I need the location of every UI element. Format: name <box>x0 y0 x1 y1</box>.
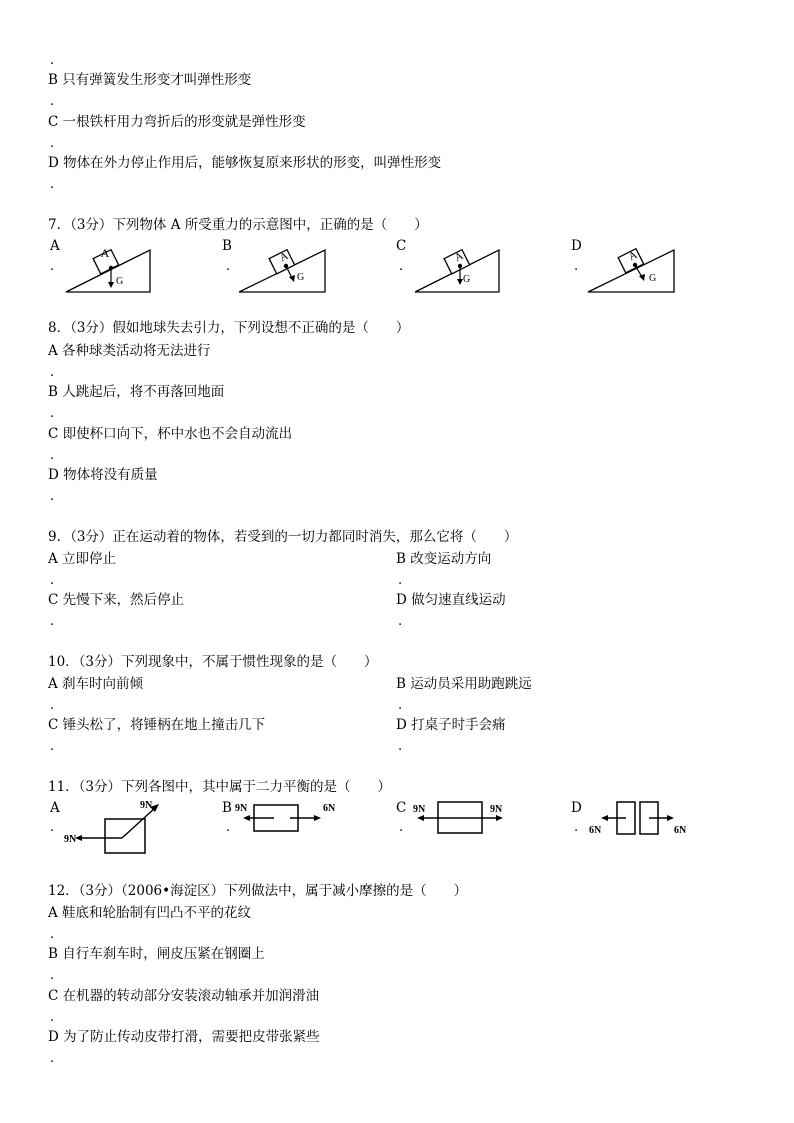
option-dot: . <box>50 406 55 421</box>
force-label: G <box>649 273 657 284</box>
q7-label-d: D <box>571 238 582 254</box>
q8-option-c: C 即使杯口向下，杯中水也不会自动流出 <box>48 426 293 442</box>
q12-option-c: C 在机器的转动部分安装滚动轴承并加润滑油 <box>48 988 320 1004</box>
option-dot: . <box>574 259 579 274</box>
q11-figure-a <box>62 798 172 860</box>
arrowhead <box>667 815 674 821</box>
q7-figure-b <box>237 240 329 296</box>
force-label: 9N <box>413 804 426 815</box>
option-dot: . <box>399 820 404 835</box>
q11-figure-b <box>232 798 342 838</box>
q7-label-a: A <box>50 238 60 254</box>
force-label: 6N <box>674 825 687 836</box>
q7-figure-c <box>413 240 505 296</box>
q11-figure-c <box>410 798 520 838</box>
option-dot: . <box>50 489 55 504</box>
q11-label-d: D <box>571 800 582 816</box>
option-dot: . <box>50 177 55 192</box>
q11-label-a: A <box>50 800 60 816</box>
option-dot: . <box>398 698 403 713</box>
q12-option-a: A 鞋底和轮胎制有凹凸不平的花纹 <box>48 905 252 921</box>
option-dot: . <box>398 573 403 588</box>
option-dot: . <box>50 94 55 109</box>
option-dot: . <box>50 1051 55 1066</box>
q10-option-a: A 刹车时向前倾 <box>48 676 144 692</box>
option-dot: . <box>50 365 55 380</box>
q8-option-b: B 人跳起后，将不再落回地面 <box>48 384 225 400</box>
force-label: 9N <box>235 803 248 814</box>
arrowhead <box>314 815 321 821</box>
option-dot: . <box>574 820 579 835</box>
option-dot: . <box>398 739 403 754</box>
q9-option-b: B 改变运动方向 <box>396 551 492 567</box>
option-dot: . <box>50 927 55 942</box>
block-letter: A <box>452 249 466 265</box>
q7-label-c: C <box>396 238 407 254</box>
q12-option-b: B 自行车刹车时，闸皮压紧在钢圈上 <box>48 946 265 962</box>
q9-option-d: D 做匀速直线运动 <box>396 592 506 608</box>
q7-label-b: B <box>222 238 232 254</box>
q11-figure-d <box>586 798 696 840</box>
q10-option-b: B 运动员采用助跑跳远 <box>396 676 532 692</box>
force-label: 9N <box>490 804 503 815</box>
option-dot: . <box>50 614 55 629</box>
force-label: 9N <box>64 834 77 845</box>
arrowhead <box>639 274 645 281</box>
block-letter: A <box>626 248 640 264</box>
q9-option-a: A 立即停止 <box>48 551 117 567</box>
arrowhead <box>496 815 503 821</box>
force-arrow-up <box>122 808 155 838</box>
option-dot: . <box>398 614 403 629</box>
option-dot: . <box>50 1010 55 1025</box>
option-dot: . <box>50 968 55 983</box>
option-dot: . <box>50 698 55 713</box>
option-dot: . <box>399 259 404 274</box>
q12-stem: 12．（3分）（2006•海淀区）下列做法中，属于减小摩擦的是（ ） <box>48 883 468 899</box>
option-dot: . <box>50 573 55 588</box>
q9-stem: 9．（3分）正在运动着的物体，若受到的一切力都同时消失，那么它将（ ） <box>48 529 518 545</box>
arrowhead <box>601 815 608 821</box>
arrowhead <box>243 815 250 821</box>
q8-option-d: D 物体将没有质量 <box>48 467 158 483</box>
arrowhead <box>417 815 424 821</box>
force-label: 6N <box>589 825 602 836</box>
q11-stem: 11．（3分）下列各图中，其中属于二力平衡的是（ ） <box>48 779 392 795</box>
q6-option-c: C 一根铁杆用力弯折后的形变就是弹性形变 <box>48 114 306 130</box>
force-label: G <box>297 272 305 283</box>
q7-figure-d <box>586 240 678 296</box>
q6-option-b: B 只有弹簧发生形变才叫弹性形变 <box>48 72 252 88</box>
q10-option-c: C 锤头松了，将锤柄在地上撞击几下 <box>48 717 266 733</box>
q8-option-a: A 各种球类活动将无法进行 <box>48 343 211 359</box>
q8-stem: 8．（3分）假如地球失去引力，下列设想不正确的是（ ） <box>48 320 410 336</box>
q12-option-d: D 为了防止传动皮带打滑，需要把皮带张紧些 <box>48 1029 320 1045</box>
force-label: 6N <box>323 803 336 814</box>
force-label: G <box>463 274 471 285</box>
option-dot: . <box>50 739 55 754</box>
q11-label-c: C <box>396 800 407 816</box>
q11-label-b: B <box>222 800 232 816</box>
force-label: G <box>116 276 124 287</box>
option-dot: . <box>226 259 231 274</box>
q10-option-d: D 打桌子时手会痛 <box>396 717 506 733</box>
force-label: 9N <box>140 800 153 811</box>
block-letter: A <box>277 249 291 265</box>
q6-option-d: D 物体在外力停止作用后，能够恢复原来形状的形变，叫弹性形变 <box>48 155 442 171</box>
option-dot: . <box>50 820 55 835</box>
q7-figure-a <box>64 240 154 296</box>
block-letter: A <box>100 246 110 260</box>
q10-stem: 10．（3分）下列现象中，不属于惯性现象的是（ ） <box>48 654 378 670</box>
q9-option-c: C 先慢下来，然后停止 <box>48 592 185 608</box>
option-dot: . <box>50 136 55 151</box>
option-dot: . <box>50 53 55 68</box>
option-dot: . <box>50 448 55 463</box>
arrowhead <box>108 282 114 288</box>
q7-stem: 7．（3分）下列物体 A 所受重力的示意图中，正确的是（ ） <box>48 217 428 233</box>
arrowhead <box>289 275 295 282</box>
option-dot: . <box>226 820 231 835</box>
option-dot: . <box>50 259 55 274</box>
